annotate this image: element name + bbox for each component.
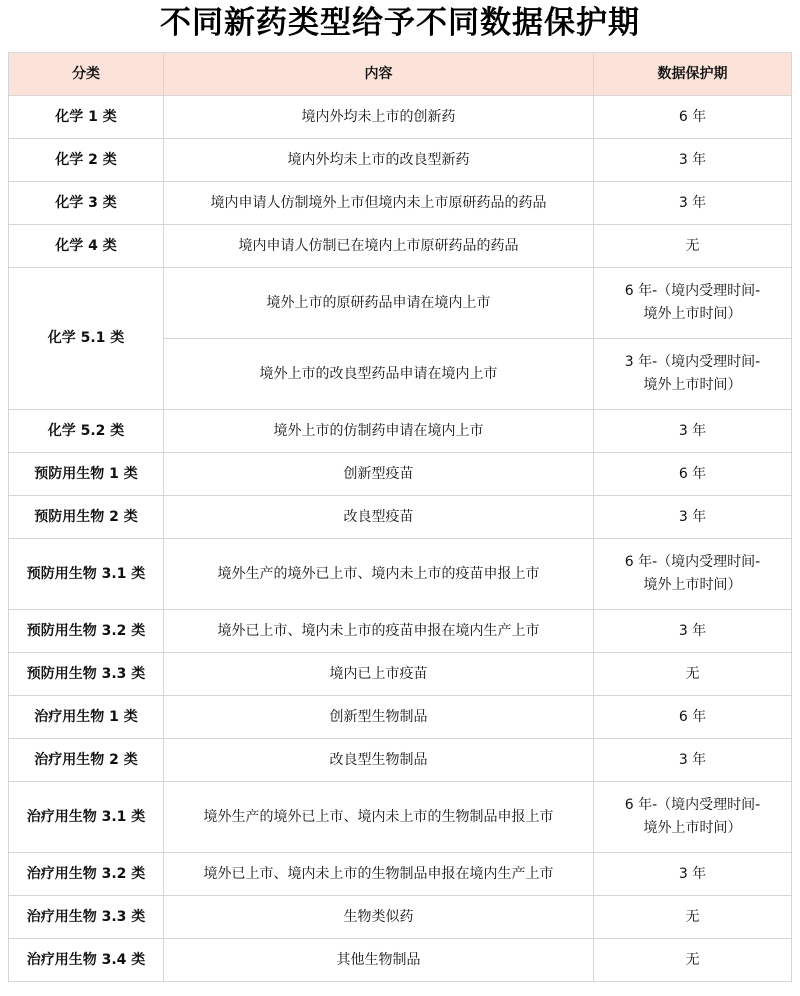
row-content: 境外已上市、境内未上市的疫苗申报在境内生产上市 xyxy=(164,610,594,653)
row-period: 3 年 xyxy=(594,182,792,225)
table-row xyxy=(9,896,792,939)
table-row xyxy=(9,653,792,696)
row-content: 改良型生物制品 xyxy=(164,739,594,782)
row-category: 治疗用生物 3.1 类 xyxy=(9,782,164,853)
row-category: 化学 3 类 xyxy=(9,182,164,225)
row-period: 3 年 xyxy=(594,610,792,653)
row-category: 化学 1 类 xyxy=(9,96,164,139)
row-content: 境内已上市疫苗 xyxy=(164,653,594,696)
row-period xyxy=(594,782,792,853)
period-line: 境外上市时间） xyxy=(643,577,742,593)
table-row xyxy=(9,225,792,268)
row-period: 3 年 xyxy=(594,853,792,896)
row-period xyxy=(594,339,792,410)
row-category: 化学 5.2 类 xyxy=(9,410,164,453)
row-category: 预防用生物 2 类 xyxy=(9,496,164,539)
table-row xyxy=(9,496,792,539)
period-line: 境外上市时间） xyxy=(643,820,742,836)
row-content: 境外上市的仿制药申请在境内上市 xyxy=(164,410,594,453)
header-content: 内容 xyxy=(164,53,594,96)
period-line: 6 年-（境内受理时间- xyxy=(624,283,761,299)
row-content: 创新型生物制品 xyxy=(164,696,594,739)
row-category: 预防用生物 3.3 类 xyxy=(9,653,164,696)
data-protection-table xyxy=(8,52,792,982)
table-header-row xyxy=(9,53,792,96)
row-period xyxy=(594,268,792,339)
row-category: 化学 2 类 xyxy=(9,139,164,182)
row-content: 创新型疫苗 xyxy=(164,453,594,496)
row-period: 无 xyxy=(594,939,792,982)
row-content: 境外上市的原研药品申请在境内上市 xyxy=(164,268,594,339)
row-period: 3 年 xyxy=(594,139,792,182)
period-line: 6 年-（境内受理时间- xyxy=(624,554,761,570)
row-period: 3 年 xyxy=(594,739,792,782)
row-period: 无 xyxy=(594,225,792,268)
row-content: 境外生产的境外已上市、境内未上市的生物制品申报上市 xyxy=(164,782,594,853)
row-period: 6 年 xyxy=(594,453,792,496)
table-row xyxy=(9,182,792,225)
row-category: 预防用生物 1 类 xyxy=(9,453,164,496)
row-content: 境外生产的境外已上市、境内未上市的疫苗申报上市 xyxy=(164,539,594,610)
period-line: 6 年-（境内受理时间- xyxy=(624,797,761,813)
row-period: 无 xyxy=(594,653,792,696)
period-line: 境外上市时间） xyxy=(643,306,742,322)
row-period: 6 年 xyxy=(594,96,792,139)
table-row xyxy=(9,853,792,896)
row-category: 化学 4 类 xyxy=(9,225,164,268)
header-period: 数据保护期 xyxy=(594,53,792,96)
row-category: 治疗用生物 2 类 xyxy=(9,739,164,782)
row-category: 预防用生物 3.2 类 xyxy=(9,610,164,653)
row-category: 治疗用生物 3.2 类 xyxy=(9,853,164,896)
row-content: 其他生物制品 xyxy=(164,939,594,982)
row-category: 化学 5.1 类 xyxy=(9,268,164,410)
table-row xyxy=(9,782,792,853)
row-period xyxy=(594,539,792,610)
row-content: 改良型疫苗 xyxy=(164,496,594,539)
row-category: 治疗用生物 1 类 xyxy=(9,696,164,739)
table-row xyxy=(9,139,792,182)
row-content: 生物类似药 xyxy=(164,896,594,939)
row-period: 无 xyxy=(594,896,792,939)
row-category: 治疗用生物 3.4 类 xyxy=(9,939,164,982)
table-row xyxy=(9,739,792,782)
row-content: 境外已上市、境内未上市的生物制品申报在境内生产上市 xyxy=(164,853,594,896)
table-row xyxy=(9,410,792,453)
period-line: 3 年-（境内受理时间- xyxy=(624,354,761,370)
row-content: 境内申请人仿制已在境内上市原研药品的药品 xyxy=(164,225,594,268)
table-row xyxy=(9,96,792,139)
row-content: 境外上市的改良型药品申请在境内上市 xyxy=(164,339,594,410)
period-line: 境外上市时间） xyxy=(643,377,742,393)
row-category: 治疗用生物 3.3 类 xyxy=(9,896,164,939)
table-row xyxy=(9,939,792,982)
row-content: 境内外均未上市的改良型新药 xyxy=(164,139,594,182)
row-period: 6 年 xyxy=(594,696,792,739)
table-row xyxy=(9,696,792,739)
row-period: 3 年 xyxy=(594,410,792,453)
row-content: 境内外均未上市的创新药 xyxy=(164,96,594,139)
header-category: 分类 xyxy=(9,53,164,96)
row-category: 预防用生物 3.1 类 xyxy=(9,539,164,610)
page-title: 不同新药类型给予不同数据保护期 xyxy=(160,5,640,41)
table-row xyxy=(9,610,792,653)
row-content: 境内申请人仿制境外上市但境内未上市原研药品的药品 xyxy=(164,182,594,225)
table-row xyxy=(9,453,792,496)
table-row xyxy=(9,268,792,339)
row-period: 3 年 xyxy=(594,496,792,539)
table-row xyxy=(9,539,792,610)
